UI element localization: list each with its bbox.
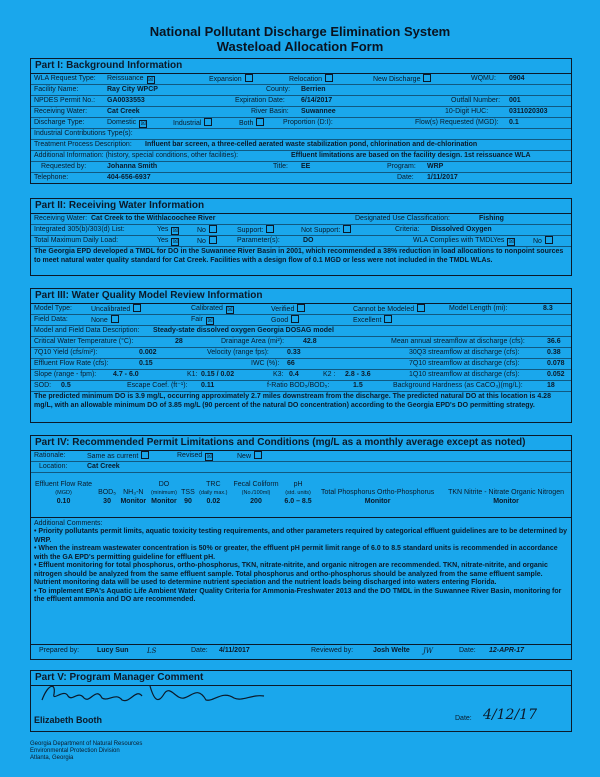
velocity-value: 0.33	[287, 349, 301, 356]
yield-value: 0.002	[139, 349, 157, 356]
permit-limits-table	[31, 473, 571, 507]
part4-section	[30, 435, 572, 660]
outfall-value: 001	[509, 97, 521, 104]
tmdl-no-checkbox[interactable]	[209, 236, 217, 244]
river-basin-label: River Basin:	[251, 108, 289, 115]
revised-label: Revised	[177, 452, 203, 459]
part5-header: Part V: Program Manager Comment	[31, 671, 571, 686]
npdes-value: GA0033553	[107, 97, 145, 104]
additional-info-value: Effluent limitations are based on the facility design. 1st reissuance WLA	[291, 152, 531, 159]
value-nh3n: Monitor	[120, 498, 147, 505]
fratio-label: f-Ratio BOD₅/BOD₅:	[267, 382, 330, 389]
treatment-row	[31, 140, 571, 151]
tmdl-yes-label: Yes	[157, 237, 169, 244]
field-data-label: Field Data:	[34, 316, 68, 323]
same-as-current-option[interactable]	[87, 451, 149, 462]
industrial-checkbox[interactable]	[204, 118, 212, 126]
facility-name-value: Ray City WPCP	[107, 86, 158, 93]
drainage-value: 42.8	[303, 338, 317, 345]
tmdl-label: Total Maximum Daily Load:	[34, 237, 119, 244]
part2-section	[30, 198, 572, 276]
huc-value: 0311020303	[509, 108, 548, 115]
col-header-do: DO (minimum)	[150, 481, 177, 496]
wqmu-value: 0904	[509, 75, 525, 82]
calibrated-checkbox[interactable]: ☒	[227, 307, 233, 313]
revised-checkbox[interactable]: ☒	[206, 454, 212, 460]
outfall-label: Outfall Number:	[451, 97, 501, 104]
value-ph: 6.0 – 8.5	[284, 498, 312, 505]
prepared-row	[31, 644, 571, 657]
not-support-label: Not Support:	[301, 227, 341, 234]
mean-annual-label: Mean annual streamflow at discharge (cfs):	[391, 338, 525, 345]
q110-label: 1Q10 streamflow at discharge (cfs):	[409, 371, 520, 378]
facility-row	[31, 85, 571, 96]
col-header-tkn: TKN Nitrite - Nitrate Organic Nitrogen	[448, 489, 564, 496]
value-trc: 0.02	[206, 498, 221, 505]
wqmu-label: WQMU:	[471, 75, 496, 82]
escape-value: 0.11	[201, 382, 215, 389]
new-option[interactable]	[237, 451, 262, 462]
verified-checkbox[interactable]	[297, 304, 305, 312]
support-checkbox[interactable]	[266, 225, 274, 233]
receiving-water-row	[31, 107, 571, 118]
expiration-value: 6/14/2017	[301, 97, 333, 104]
escape-label: Escape Coef. (ft⁻¹):	[127, 382, 188, 389]
footer-line1: Georgia Department of Natural Resources	[30, 741, 143, 747]
wla-no-label: No	[533, 238, 542, 245]
program-value: WRP	[427, 163, 444, 170]
col-header-ph: pH (std. units)	[285, 481, 311, 496]
comment-item: • Priority pollutants permit limits, aquatic toxicity testing requirements, and other parameters required by categorical effluent guidelines are to be determined by WRP.	[34, 528, 568, 545]
form-title-line2: Wasteload Allocation Form	[216, 39, 384, 54]
col-header-trc: TRC (daily max.)	[199, 481, 228, 496]
prepared-date-value: 4/11/2017	[219, 647, 250, 654]
reissuance-label: Reissuance	[107, 75, 144, 82]
cannot-model-checkbox[interactable]	[417, 304, 425, 312]
industrial-contrib-label: Industrial Contributions Type(s):	[34, 130, 133, 137]
date-value: 1/11/2017	[427, 174, 458, 181]
integrated-yes-checkbox[interactable]: ☒	[172, 228, 179, 234]
county-label: County:	[266, 86, 291, 93]
value-bod5: 30	[103, 498, 111, 505]
part1-header: Part I: Background Information	[31, 59, 571, 74]
none-label: None	[91, 317, 108, 324]
comment-item: • When the instream wastewater concentration is 50% or greater, the effluent pH permit limit range of 6.0 to 8.5 standard units is recommended in accordance with the GA EPD's permitting guideline for effluent pH.	[34, 545, 568, 562]
support-label: Support:	[237, 227, 264, 234]
none-checkbox[interactable]	[111, 315, 119, 323]
col-header-fecal: Fecal Coliform (No./100ml)	[233, 481, 279, 496]
p2-receiving-value: Cat Creek to the Withlacoochee River	[91, 215, 216, 222]
velocity-label: Velocity (range fps):	[207, 349, 269, 356]
reviewed-date-value: 12-APR-17	[489, 647, 525, 654]
proportion-label: Proportion (D:I):	[283, 119, 333, 126]
calibrated-label: Calibrated	[191, 305, 223, 312]
integrated-yes-option[interactable]	[157, 225, 179, 235]
additional-comments-list	[31, 528, 571, 605]
iwc-label: IWC (%):	[251, 360, 280, 367]
location-row	[31, 462, 571, 473]
form-title-line1: National Pollutant Discharge Elimination System	[149, 24, 451, 39]
k2-label: K2 :	[323, 371, 336, 378]
revised-option[interactable]	[177, 451, 213, 461]
manager-signature	[38, 680, 288, 706]
slope-label: Slope (range - fpm):	[34, 371, 97, 378]
uncalibrated-option[interactable]	[91, 304, 141, 315]
reviewed-date-label: Date:	[459, 647, 476, 654]
effluent-flow-value: 0.15	[139, 360, 153, 367]
col-header-phosphorus: Total Phosphorus Ortho-Phosphorus	[320, 489, 435, 496]
k3-value: 0.4	[289, 371, 299, 378]
npdes-label: NPDES Permit No.:	[34, 97, 96, 104]
part1-section	[30, 58, 572, 184]
huc-label: 10-Digit HUC:	[445, 108, 489, 115]
additional-comments-label: Additional Comments:	[34, 520, 103, 527]
excellent-checkbox[interactable]	[384, 315, 392, 323]
k1-value: 0.15 / 0.02	[201, 371, 235, 378]
date-label: Date:	[397, 174, 414, 181]
value-fecal: 200	[250, 498, 262, 505]
model-length-label: Model Length (mi):	[449, 305, 508, 312]
slope-value: 4.7 - 6.0	[113, 371, 139, 378]
wla-yes-label: Yes	[493, 237, 505, 244]
tmdl-yes-checkbox[interactable]: ☒	[172, 239, 179, 245]
q30-label: 30Q3 streamflow at discharge (cfs):	[409, 349, 520, 356]
permit-limits-header-row	[31, 473, 571, 497]
new-discharge-option[interactable]	[373, 74, 431, 85]
verified-label: Verified	[271, 306, 295, 313]
model-type-label: Model Type:	[34, 305, 73, 312]
verified-option[interactable]	[271, 304, 305, 315]
wla-no-checkbox[interactable]	[545, 236, 553, 244]
wla-no-option[interactable]	[533, 236, 553, 247]
yield-row	[31, 348, 571, 359]
p2-receiving-label: Receiving Water:	[34, 215, 88, 222]
both-label: Both	[239, 120, 254, 127]
prepared-initials: LS	[147, 647, 157, 655]
model-desc-label: Model and Field Data Description:	[34, 327, 140, 334]
county-value: Berrien	[301, 86, 326, 93]
prepared-by-label: Prepared by:	[39, 647, 80, 654]
industrial-contrib-row	[31, 129, 571, 140]
domestic-label: Domestic	[107, 119, 137, 126]
additional-info-row	[31, 151, 571, 162]
fair-label: Fair	[191, 316, 204, 323]
water-temp-label: Critical Water Temperature (°C):	[34, 338, 134, 345]
expansion-label: Expansion	[209, 76, 242, 83]
integrated-no-label: No	[197, 227, 206, 234]
excellent-option[interactable]	[353, 315, 392, 326]
permit-limits-value-row	[31, 497, 571, 507]
new-label: New	[237, 453, 252, 460]
uncalibrated-label: Uncalibrated	[91, 306, 131, 313]
title-label: Title:	[273, 163, 288, 170]
discharge-type-label: Discharge Type:	[34, 119, 85, 126]
both-checkbox[interactable]	[256, 118, 264, 126]
same-as-current-label: Same as current	[87, 453, 139, 460]
col-header-tss: TSS	[181, 489, 195, 496]
criteria-value: Dissolved Oxygen	[431, 226, 492, 233]
flow-requested-value: 0.1	[509, 119, 519, 126]
telephone-row	[31, 173, 571, 183]
col-header-nh3n: NH₃-N	[123, 489, 144, 496]
k1-label: K1:	[187, 371, 198, 378]
support-option[interactable]	[237, 225, 274, 236]
wla-complies-label: WLA Complies with TMDL	[413, 237, 495, 244]
manager-date-label: Date:	[455, 715, 472, 722]
new-discharge-checkbox[interactable]	[423, 74, 431, 82]
q110-value: 0.052	[547, 371, 565, 378]
treatment-label: Treatment Process Description:	[34, 141, 132, 148]
value-flow: 0.10	[56, 498, 71, 505]
expansion-checkbox[interactable]	[245, 74, 253, 82]
requested-by-label: Requested by:	[41, 163, 87, 170]
effluent-flow-label: Effluent Flow Rate (cfs):	[34, 360, 109, 367]
additional-info-label: Additional Information: (history, special conditions, other facilities):	[34, 152, 239, 159]
part3-header: Part III: Water Quality Model Review Information	[31, 289, 571, 304]
fratio-value: 1.5	[353, 382, 363, 389]
footer-line2: Environmental Protection Division	[30, 748, 120, 754]
relocation-label: Relocation	[289, 76, 323, 83]
new-checkbox[interactable]	[254, 451, 262, 459]
sod-value: 0.5	[61, 382, 71, 389]
good-checkbox[interactable]	[291, 315, 299, 323]
sod-label: SOD:	[34, 382, 52, 389]
fair-checkbox[interactable]: ☒	[207, 318, 213, 324]
model-desc-row	[31, 326, 571, 337]
treatment-value: Influent bar screen, a three-celled aerated waste stabilization pond, chlorination and de-chlorination	[145, 141, 478, 148]
expansion-option[interactable]	[209, 74, 253, 85]
value-do: Monitor	[151, 498, 177, 505]
value-tkn: Monitor	[493, 498, 519, 505]
prepared-by-value: Lucy Sun	[97, 647, 129, 654]
p2-receiving-row	[31, 214, 571, 225]
requested-by-row	[31, 162, 571, 173]
not-support-checkbox[interactable]	[343, 225, 351, 233]
wla-yes-option[interactable]	[493, 236, 515, 246]
drainage-label: Drainage Area (mi²):	[221, 338, 285, 345]
model-type-row	[31, 304, 571, 315]
reviewed-initials: JW	[423, 647, 434, 655]
mean-annual-value: 36.6	[547, 338, 561, 345]
designated-use-value: Fishing	[479, 215, 504, 222]
water-temp-value: 28	[175, 338, 183, 345]
part4-header: Part IV: Recommended Permit Limitations and Conditions (mg/L as a monthly average except as noted)	[31, 436, 571, 451]
part2-paragraph: The Georgia EPD developed a TMDL for DO in the Suwannee River Basin in 2001, which recommended a 38% reduction in load allocations to nonpoint sources to meet natural water quality standard for Cat Creek. Facilities with a design flow of 0.1 MGD or less were not included in the TMDL WLAs.	[34, 248, 564, 264]
industrial-option[interactable]	[173, 118, 212, 129]
cannot-model-option[interactable]	[353, 304, 425, 315]
q710-value: 0.078	[547, 360, 565, 367]
integrated-no-checkbox[interactable]	[209, 225, 217, 233]
location-value: Cat Creek	[87, 463, 120, 470]
expiration-label: Expiration Date:	[235, 97, 285, 104]
part2-header: Part II: Receiving Water Information	[31, 199, 571, 214]
q710-label: 7Q10 streamflow at discharge (cfs):	[409, 360, 520, 367]
effluent-flow-row	[31, 359, 571, 370]
wla-request-row	[31, 74, 571, 85]
comment-item: • Effluent monitoring for total phosphorus, ortho-phosphorus, TKN, nitrate-nitrite, and organic nitrogen are recommended. TKN, nitrate-nitrite, and organic nitrogen should be analyzed from the same effluent sample. Total phosphorus and ortho-phosphorus should be analyzed from the same effluent sample. Nutrient monitoring data will be used to determine nutrient speciation and the nutrient loads being discharged into waters entering Florida.	[34, 562, 568, 588]
new-discharge-label: New Discharge	[373, 76, 421, 83]
discharge-type-row	[31, 118, 571, 129]
prepared-date-label: Date:	[191, 647, 208, 654]
domestic-checkbox[interactable]: ☒	[140, 121, 146, 127]
not-support-option[interactable]	[301, 225, 351, 236]
rationale-label: Rationale:	[34, 452, 66, 459]
telephone-label: Telephone:	[34, 174, 69, 181]
part3-section	[30, 288, 572, 423]
flow-requested-label: Flow(s) Requested (MGD):	[415, 119, 499, 126]
col-header-bod5: BOD₅	[98, 489, 117, 496]
criteria-label: Criteria:	[395, 226, 420, 233]
form-title	[0, 24, 600, 54]
field-data-row	[31, 315, 571, 326]
wla-request-label: WLA Request Type:	[34, 75, 96, 82]
same-as-current-checkbox[interactable]	[141, 451, 149, 459]
rationale-row	[31, 451, 571, 462]
location-label: Location:	[39, 463, 68, 470]
col-header-flow: Effluent Flow Rate (MGD)	[34, 481, 93, 496]
wla-yes-checkbox[interactable]: ☒	[508, 239, 515, 245]
industrial-label: Industrial	[173, 120, 202, 127]
requested-by-value: Johanna Smith	[107, 163, 158, 170]
npdes-row	[31, 96, 571, 107]
yield-label: 7Q10 Yield (cfs/mi²):	[34, 349, 98, 356]
telephone-value: 404-656-6937	[107, 174, 151, 181]
cannot-model-label: Cannot be Modeled	[353, 306, 415, 313]
value-tss: 90	[184, 498, 192, 505]
k3-label: K3:	[273, 371, 284, 378]
reviewed-by-label: Reviewed by:	[311, 647, 354, 654]
integrated-label: Integrated 305(b)/303(d) List:	[34, 226, 125, 233]
fair-option[interactable]	[191, 315, 214, 325]
designated-use-label: Designated Use Classification:	[355, 215, 450, 222]
integrated-yes-label: Yes	[157, 226, 169, 233]
receiving-water-value: Cat Creek	[107, 108, 140, 115]
model-desc-value: Steady-state dissolved oxygen Georgia DOSAG model	[153, 327, 334, 334]
manager-name: Elizabeth Booth	[34, 715, 102, 725]
footer	[30, 741, 142, 762]
good-option[interactable]	[271, 315, 299, 326]
additional-comments-box	[31, 517, 571, 605]
q30-value: 0.38	[547, 349, 561, 356]
temp-row	[31, 337, 571, 348]
hardness-label: Background Hardness (as CaCO₃)(mg/L):	[393, 382, 523, 389]
k2-value: 2.8 - 3.6	[345, 371, 371, 378]
title-value: EE	[301, 163, 311, 170]
both-option[interactable]	[239, 118, 264, 129]
tmdl-yes-option[interactable]	[157, 236, 179, 246]
excellent-label: Excellent	[353, 317, 382, 324]
value-phosphorus: Monitor	[364, 498, 391, 505]
reissuance-option[interactable]	[107, 74, 155, 84]
integrated-no-option[interactable]	[197, 225, 217, 236]
tmdl-no-option[interactable]	[197, 236, 217, 247]
tmdl-no-label: No	[197, 238, 206, 245]
calibrated-option[interactable]	[191, 304, 234, 314]
footer-line3: Atlanta, Georgia	[30, 755, 74, 761]
manager-date-value: 4/12/17	[483, 707, 537, 723]
model-length-value: 8.3	[543, 305, 553, 312]
relocation-option[interactable]	[289, 74, 333, 85]
parameters-value: DO	[303, 237, 314, 244]
integrated-row	[31, 225, 571, 236]
hardness-value: 18	[547, 382, 555, 389]
iwc-value: 66	[287, 360, 295, 367]
slope-row	[31, 370, 571, 381]
tmdl-row	[31, 236, 571, 247]
domestic-option[interactable]	[107, 118, 147, 128]
part3-paragraph: The predicted minimum DO is 3.9 mg/L, occurring approximately 2.7 miles downstream from the discharge. The predicted natural DO at this location is 4.28 mg/L, with an allowable minimum DO of 3.85 mg/L (90 percent of the natural DO concentration) according to the Georgia EPD's DO permitting strategy.	[34, 393, 551, 409]
facility-name-label: Facility Name:	[34, 86, 79, 93]
reissuance-checkbox[interactable]: ☒	[147, 77, 154, 83]
river-basin-value: Suwannee	[301, 108, 336, 115]
none-option[interactable]	[91, 315, 119, 326]
parameters-label: Parameter(s):	[237, 237, 280, 244]
reviewed-by-value: Josh Welte	[373, 647, 410, 654]
uncalibrated-checkbox[interactable]	[133, 304, 141, 312]
good-label: Good	[271, 317, 289, 324]
comment-item: • To implement EPA's Aquatic Life Ambient Water Quality Criteria for Ammonia-Freshwater 2013 and the DO TMDL in the Suwannee River Basin, monitoring for the effluent ammonia and DO are recommended.	[34, 588, 568, 605]
sod-row	[31, 381, 571, 392]
program-label: Program:	[387, 163, 416, 170]
relocation-checkbox[interactable]	[325, 74, 333, 82]
receiving-water-label: Receiving Water:	[34, 108, 88, 115]
